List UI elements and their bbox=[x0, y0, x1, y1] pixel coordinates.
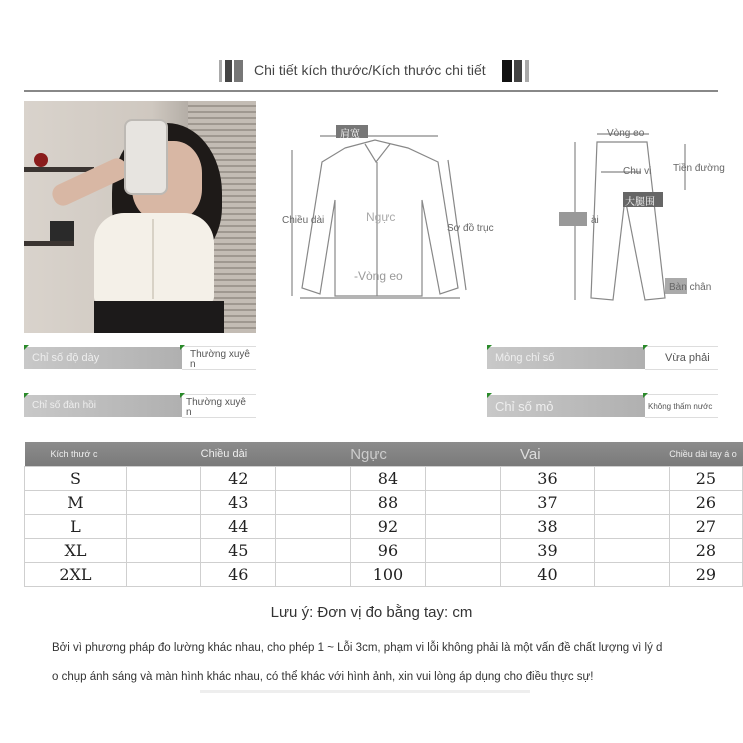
table-spacer-cell bbox=[595, 563, 669, 587]
table-spacer-cell bbox=[276, 515, 350, 539]
table-spacer-cell bbox=[595, 467, 669, 491]
note-title: Lưu ý: Đơn vị đo bằng tay: cm bbox=[270, 604, 473, 621]
table-spacer-cell bbox=[126, 467, 200, 491]
table-row bbox=[25, 467, 743, 491]
table-row bbox=[25, 491, 743, 515]
table-cell: 38 bbox=[500, 515, 595, 539]
pants-hem-label: Bàn chân bbox=[669, 282, 712, 293]
table-cell: 27 bbox=[669, 515, 742, 539]
table-cell: 29 bbox=[669, 563, 742, 587]
table-cell: 92 bbox=[350, 515, 426, 539]
top-size-diagram bbox=[280, 100, 494, 310]
table-spacer-cell bbox=[276, 491, 350, 515]
table-row bbox=[25, 515, 743, 539]
table-cell: 25 bbox=[669, 467, 742, 491]
sleeve-label: Sơ đồ trục bbox=[447, 223, 494, 234]
table-cell: 42 bbox=[201, 467, 276, 491]
table-spacer-cell bbox=[595, 515, 669, 539]
table-cell: 39 bbox=[500, 539, 595, 563]
table-cell: 43 bbox=[201, 491, 276, 515]
pants-waist-label: Vòng eo bbox=[607, 128, 645, 139]
table-spacer-cell bbox=[426, 515, 500, 539]
table-cell: 96 bbox=[350, 539, 426, 563]
table-spacer-cell bbox=[426, 491, 500, 515]
pants-thigh-label: 大腿围 bbox=[625, 197, 655, 208]
col-sleeve-header: Chiều dài tay á o bbox=[669, 442, 742, 467]
table-cell: 84 bbox=[350, 467, 426, 491]
model-photo bbox=[24, 101, 256, 333]
table-spacer-cell bbox=[426, 467, 500, 491]
table-header-row bbox=[25, 442, 743, 467]
col-length-header: Chiều dài bbox=[201, 442, 276, 467]
note-body bbox=[52, 634, 704, 692]
table-spacer-cell bbox=[126, 491, 200, 515]
top-length-label: Chiều dài bbox=[282, 215, 325, 226]
size-table bbox=[24, 442, 743, 587]
table-cell: 100 bbox=[350, 563, 426, 587]
table-cell: 37 bbox=[500, 491, 595, 515]
table-spacer-cell bbox=[595, 539, 669, 563]
col-shoulder-header: Vai bbox=[500, 442, 595, 467]
table-spacer-cell bbox=[126, 515, 200, 539]
col-size-header: Kích thướ c bbox=[25, 442, 127, 467]
pants-size-diagram bbox=[555, 120, 735, 310]
table-spacer-cell bbox=[426, 539, 500, 563]
table-cell: 88 bbox=[350, 491, 426, 515]
shoulder-label: 肩宽 bbox=[340, 129, 360, 140]
note-line-1: Bởi vì phương pháp đo lường khác nhau, cho phép 1 ~ Lỗi 3cm, phạm vi lỗi không phải là một vấn đề chất lượng vì lý d bbox=[52, 642, 663, 654]
table-cell: M bbox=[25, 491, 127, 515]
table-row bbox=[25, 563, 743, 587]
table-cell: 28 bbox=[669, 539, 742, 563]
waist-label: -Vòng eo bbox=[354, 269, 403, 283]
table-cell: 2XL bbox=[25, 563, 127, 587]
table-spacer-cell bbox=[595, 491, 669, 515]
chest-label: Ngực bbox=[366, 210, 396, 224]
table-cell: 26 bbox=[669, 491, 742, 515]
table-spacer-cell bbox=[276, 539, 350, 563]
table-cell: S bbox=[25, 467, 127, 491]
table-cell: 36 bbox=[500, 467, 595, 491]
footer-divider bbox=[200, 690, 530, 693]
table-cell: 45 bbox=[201, 539, 276, 563]
table-cell: XL bbox=[25, 539, 127, 563]
table-cell: 46 bbox=[201, 563, 276, 587]
table-spacer-cell bbox=[276, 467, 350, 491]
page-title: Chi tiết kích thước/Kích thước chi tiết bbox=[254, 62, 486, 78]
header-divider bbox=[24, 90, 718, 92]
pants-rise-label: Tiền đường bbox=[673, 163, 725, 174]
table-cell: L bbox=[25, 515, 127, 539]
pants-length-label: ài bbox=[591, 215, 599, 226]
table-cell: 44 bbox=[201, 515, 276, 539]
table-row bbox=[25, 539, 743, 563]
table-spacer-cell bbox=[426, 563, 500, 587]
pants-hip-label: Chu vi bbox=[623, 166, 652, 177]
col-chest-header: Ngực bbox=[350, 442, 426, 467]
table-cell: 40 bbox=[500, 563, 595, 587]
table-spacer-cell bbox=[126, 563, 200, 587]
table-spacer-cell bbox=[126, 539, 200, 563]
table-spacer-cell bbox=[276, 563, 350, 587]
note-line-2: o chụp ánh sáng và màn hình khác nhau, có thể khác với hình ảnh, xin vui lòng áp dụng cho điều thực sự! bbox=[52, 671, 594, 683]
